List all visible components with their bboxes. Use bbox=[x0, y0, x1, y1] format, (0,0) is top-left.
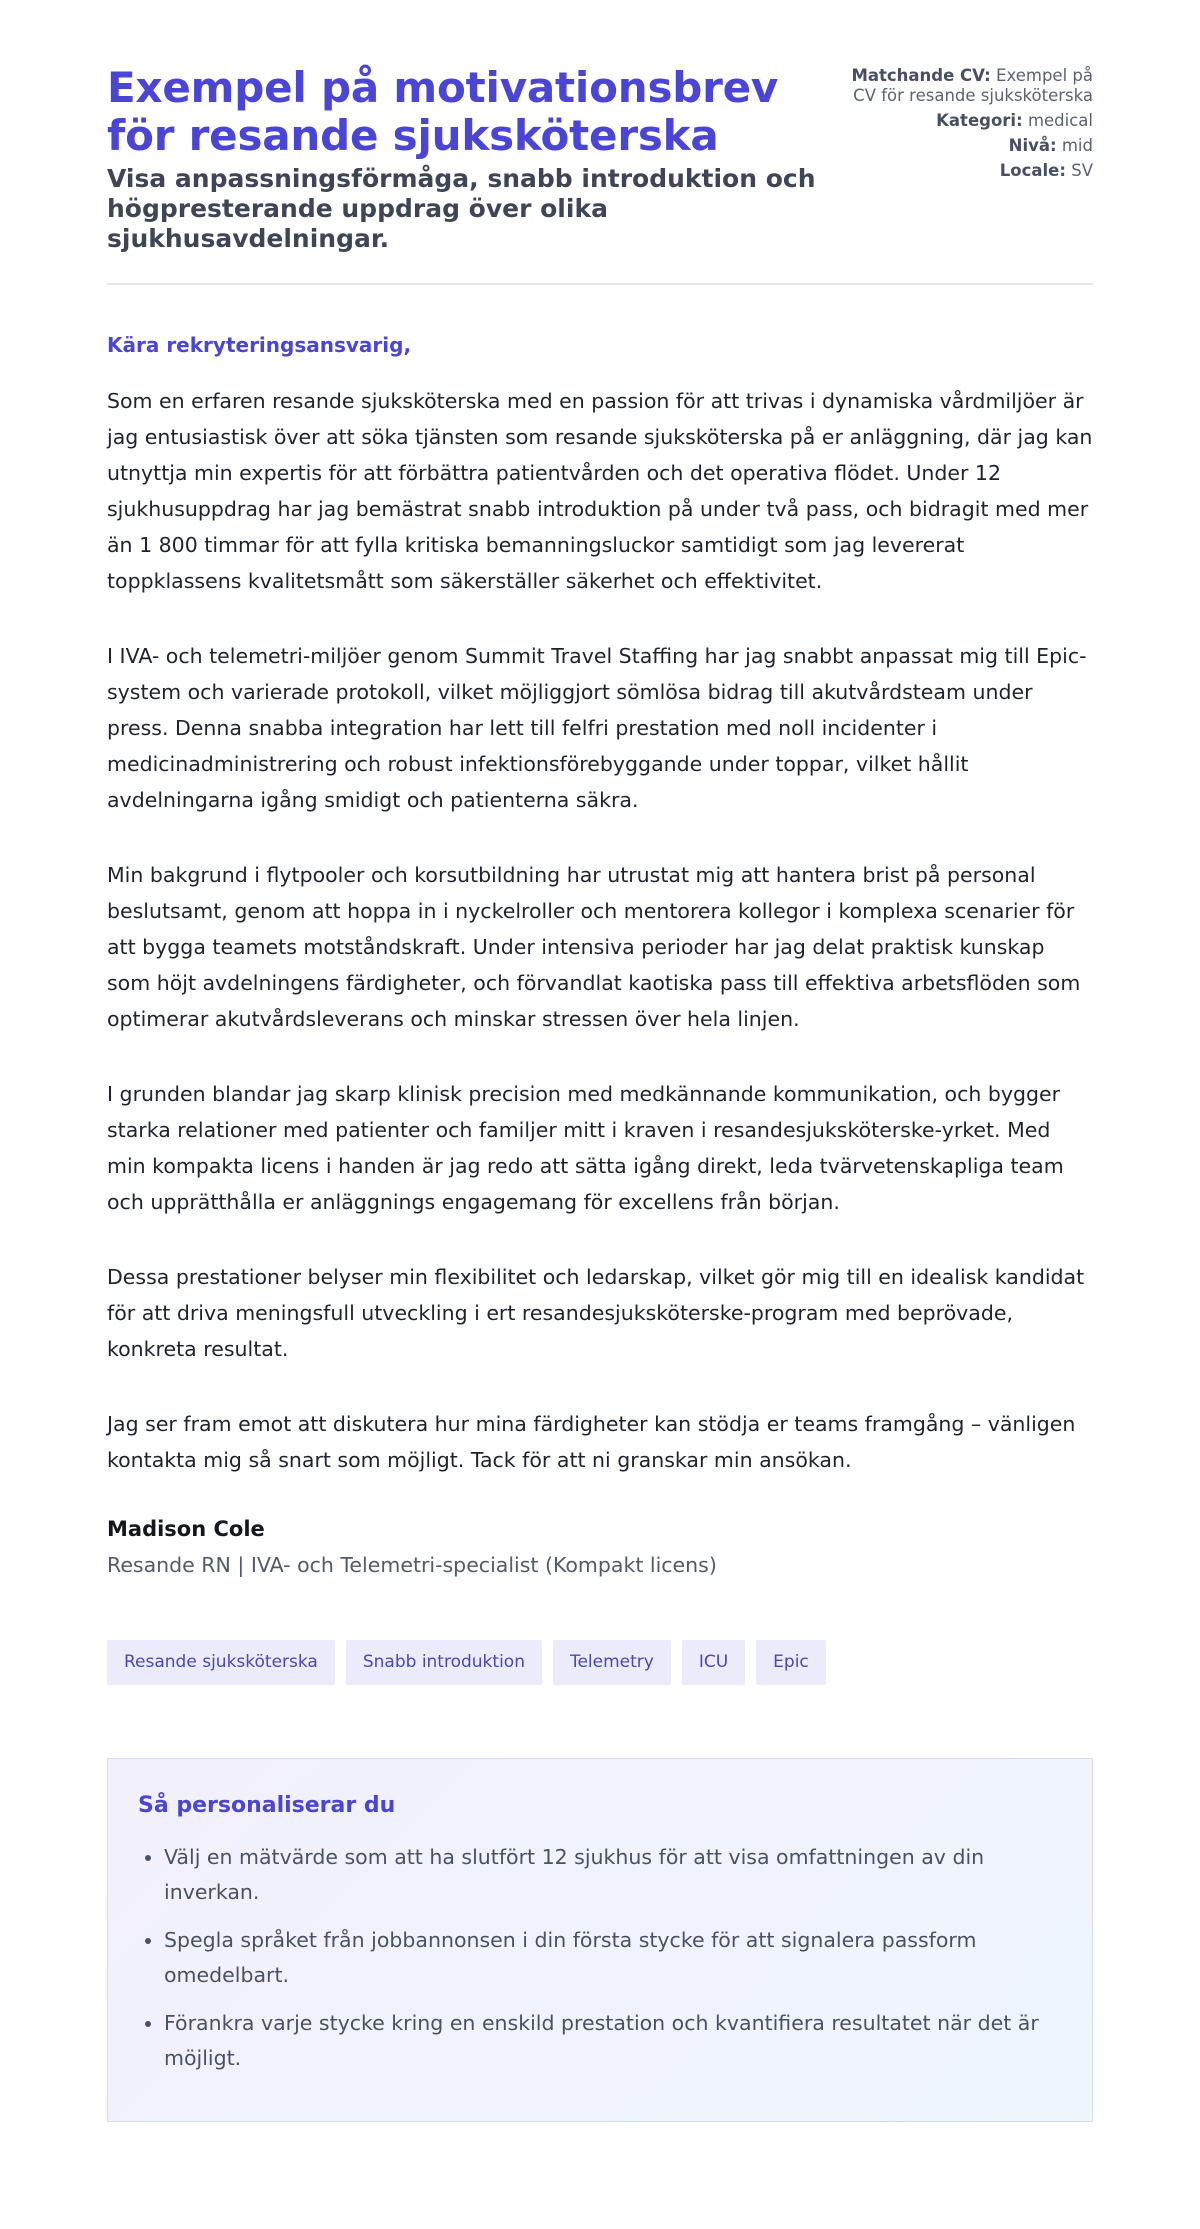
tag-chip[interactable]: Telemetry bbox=[553, 1640, 671, 1685]
letter-paragraph: Min bakgrund i flytpooler och korsutbildning har utrustat mig att hantera brist på personal beslutsamt, genom att hoppa in i nyckelroller och mentorera kollegor i komplexa scenarier för att bygga teamets motståndskraft. Under intensiva perioder har jag delat praktisk kunskap som höjt avdelningens färdigheter, och förvandlat kaotiska pass till effektiva arbetsflöden som optimerar akutvårdsleverans och minskar stressen över hela linjen. bbox=[107, 863, 1081, 1031]
page-title: Exempel på motivationsbrev för resande sjuksköterska bbox=[107, 63, 779, 160]
signature-title: Resande RN | IVA- och Telemetri-specialist (Kompakt licens) bbox=[107, 1553, 717, 1577]
tip-item: • Spegla språket från jobbannonsen i din första stycke för att signalera passform omedelbart. bbox=[164, 1923, 1062, 1993]
meta-matching-cv bbox=[833, 66, 1093, 106]
meta-matching-cv-value: Exempel på CV för resande sjuksköterska bbox=[853, 66, 1093, 105]
letter-body bbox=[107, 383, 1093, 1478]
signature-block bbox=[107, 1517, 1093, 1577]
tag-chip[interactable]: Epic bbox=[756, 1640, 826, 1685]
tips-heading: Så personaliserar du bbox=[138, 1793, 396, 1818]
tip-item: • Förankra varje stycke kring en enskild prestation och kvantifiera resultatet när det är möjligt. bbox=[164, 2006, 1062, 2076]
document-header bbox=[107, 0, 1093, 285]
tip-item: • Välj en mätvärde som att ha slutfört 12 sjukhus för att visa omfattningen av din inverkan. bbox=[164, 1840, 1062, 1910]
letter-paragraph: Som en erfaren resande sjuksköterska med en passion för att trivas i dynamiska vårdmiljöer är jag entusiastisk över att söka tjänsten som resande sjuksköterska på er anläggning, där jag kan utnyttja min expertis för att förbättra patientvården och det operativa flödet. Under 12 sjukhusuppdrag har jag bemästrat snabb introduktion på under två pass, och bidragit med mer än 1 800 timmar för att fylla kritiska bemanningsluckor samtidigt som jag levererat toppklassens kvalitetsmått som säkerställer säkerhet och effektivitet. bbox=[107, 389, 1093, 593]
meta-category-label: Kategori: bbox=[936, 111, 1023, 130]
meta-locale bbox=[833, 161, 1093, 181]
tag-chip[interactable]: ICU bbox=[682, 1640, 745, 1685]
tag-chip[interactable]: Resande sjuksköterska bbox=[107, 1640, 335, 1685]
letter-paragraph: I IVA- och telemetri-miljöer genom Summit Travel Staffing har jag snabbt anpassat mig till Epic-system och varierade protokoll, vilket möjliggjort sömlösa bidrag till akutvårdsteam under press. Denna snabba integration har lett till felfri prestation med noll incidenter i medicinadministrering och robust infektionsförebyggande under toppar, vilket hållit avdelningarna igång smidigt och patienterna säkra. bbox=[107, 644, 1087, 812]
metadata-panel bbox=[833, 66, 1093, 186]
meta-locale-label: Locale: bbox=[999, 161, 1066, 180]
meta-category bbox=[833, 111, 1093, 131]
meta-level bbox=[833, 136, 1093, 156]
meta-level-value: mid bbox=[1061, 136, 1093, 155]
meta-level-label: Nivå: bbox=[1008, 136, 1057, 155]
signature-name: Madison Cole bbox=[107, 1517, 265, 1541]
page-subtitle: Visa anpassningsförmåga, snabb introduktion och högpresterande uppdrag över olika sjukhusavdelningar. bbox=[107, 164, 816, 253]
tag-chip[interactable]: Snabb introduktion bbox=[346, 1640, 542, 1685]
tag-list bbox=[107, 1640, 1093, 1685]
letter-paragraph: I grunden blandar jag skarp klinisk precision med medkännande kommunikation, och bygger starka relationer med patienter och familjer mitt i kraven i resandesjuksköterske-yrket. Med min kompakta licens i handen är jag redo att sätta igång direkt, leda tvärvetenskapliga team och upprätthålla er anläggnings engagemang för excellens från början. bbox=[107, 1082, 1064, 1214]
letter-content bbox=[107, 333, 1093, 1577]
meta-category-value: medical bbox=[1027, 111, 1093, 130]
letter-salutation: Kära rekryteringsansvarig, bbox=[107, 333, 412, 357]
meta-locale-value: SV bbox=[1071, 161, 1093, 180]
title-block bbox=[107, 64, 837, 254]
letter-paragraph: Jag ser fram emot att diskutera hur mina färdigheter kan stödja er teams framgång – vänligen kontakta mig så snart som möjligt. Tack för att ni granskar min ansökan. bbox=[107, 1412, 1076, 1472]
personalization-tips-box bbox=[107, 1758, 1093, 2122]
meta-matching-cv-label: Matchande CV: bbox=[851, 66, 991, 85]
letter-paragraph: Dessa prestationer belyser min flexibilitet och ledarskap, vilket gör mig till en idealisk kandidat för att driva meningsfull utveckling i ert resandesjuksköterske-program med beprövade, konkreta resultat. bbox=[107, 1265, 1085, 1361]
tips-list bbox=[138, 1840, 1062, 2076]
